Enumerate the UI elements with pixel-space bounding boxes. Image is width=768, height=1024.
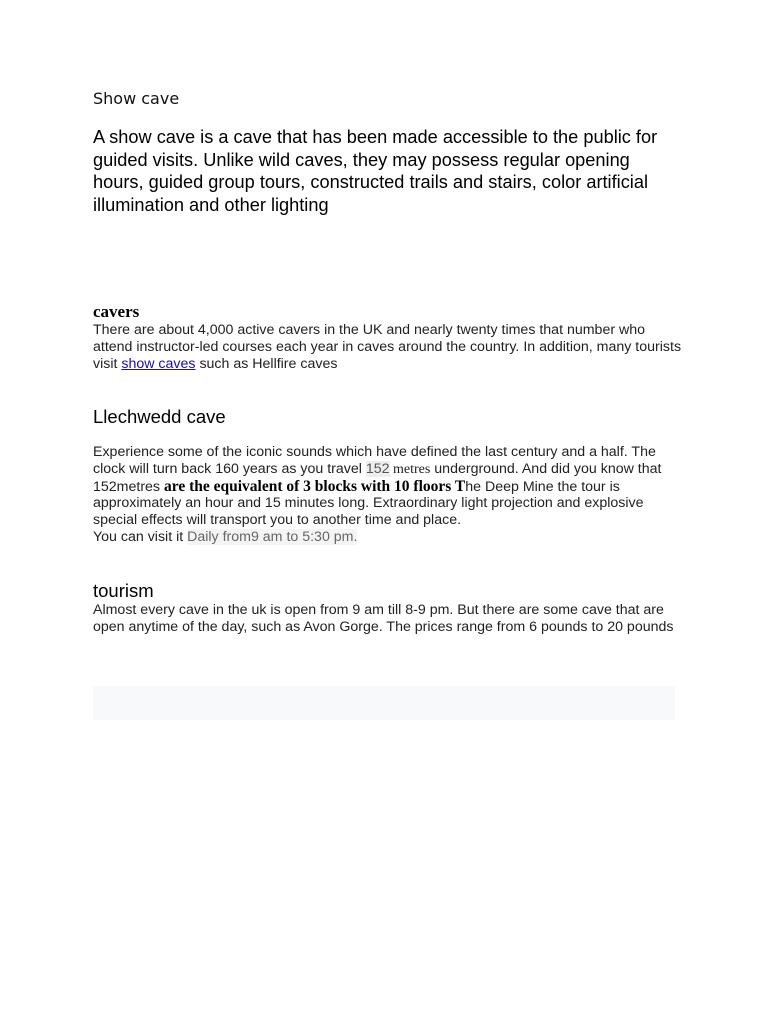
intro-paragraph: A show cave is a cave that has been made accessible to the public for guided visits. Unlike wild caves, they may possess regular opening hours, guided group tours, constructed trails and stairs, color artificial illumination and other lighting	[93, 127, 658, 215]
cavers-paragraph	[93, 322, 683, 372]
llechwedd-text-end: he Deep Mine the tour is approximately an hour and 15 minutes long. Extraordinary light projection and explosive special effects will transport you to another time and place.	[93, 478, 644, 529]
depth-unit: metres	[389, 461, 431, 477]
cavers-heading: cavers	[93, 302, 140, 321]
visit-hours: Daily from9 am to 5:30 pm.	[187, 528, 358, 545]
page-title: Show cave	[93, 89, 180, 108]
visit-prefix: You can visit it	[93, 528, 188, 545]
cavers-text-before-link: There are about 4,000 active cavers in the UK and nearly twenty times that number who attend instructor-led courses each year in caves around the country. In addition, many tourists visit	[93, 322, 682, 372]
empty-gray-block	[93, 686, 675, 720]
llechwedd-text-start: Experience some of the iconic sounds which have defined the last century and a half. The clock will turn back 160 years as you travel	[93, 444, 656, 477]
show-caves-link[interactable]: show caves	[121, 355, 196, 372]
llechwedd-paragraph	[93, 444, 683, 546]
llechwedd-heading: Llechwedd cave	[93, 406, 226, 427]
tourism-paragraph: Almost every cave in the uk is open from 9 am till 8-9 pm. But there are some cave that are open anytime of the day, such as Avon Gorge. The prices range from 6 pounds to 20 pounds	[93, 602, 674, 635]
equivalent-bold-text: are the equivalent of 3 blocks with 10 floors T	[163, 477, 466, 495]
cavers-text-after-link: such as Hellfire caves	[195, 355, 338, 372]
tourism-heading: tourism	[93, 580, 154, 601]
depth-number: 152	[365, 460, 390, 477]
llechwedd-text-mid: underground. And did you know that 152metres	[93, 460, 662, 495]
